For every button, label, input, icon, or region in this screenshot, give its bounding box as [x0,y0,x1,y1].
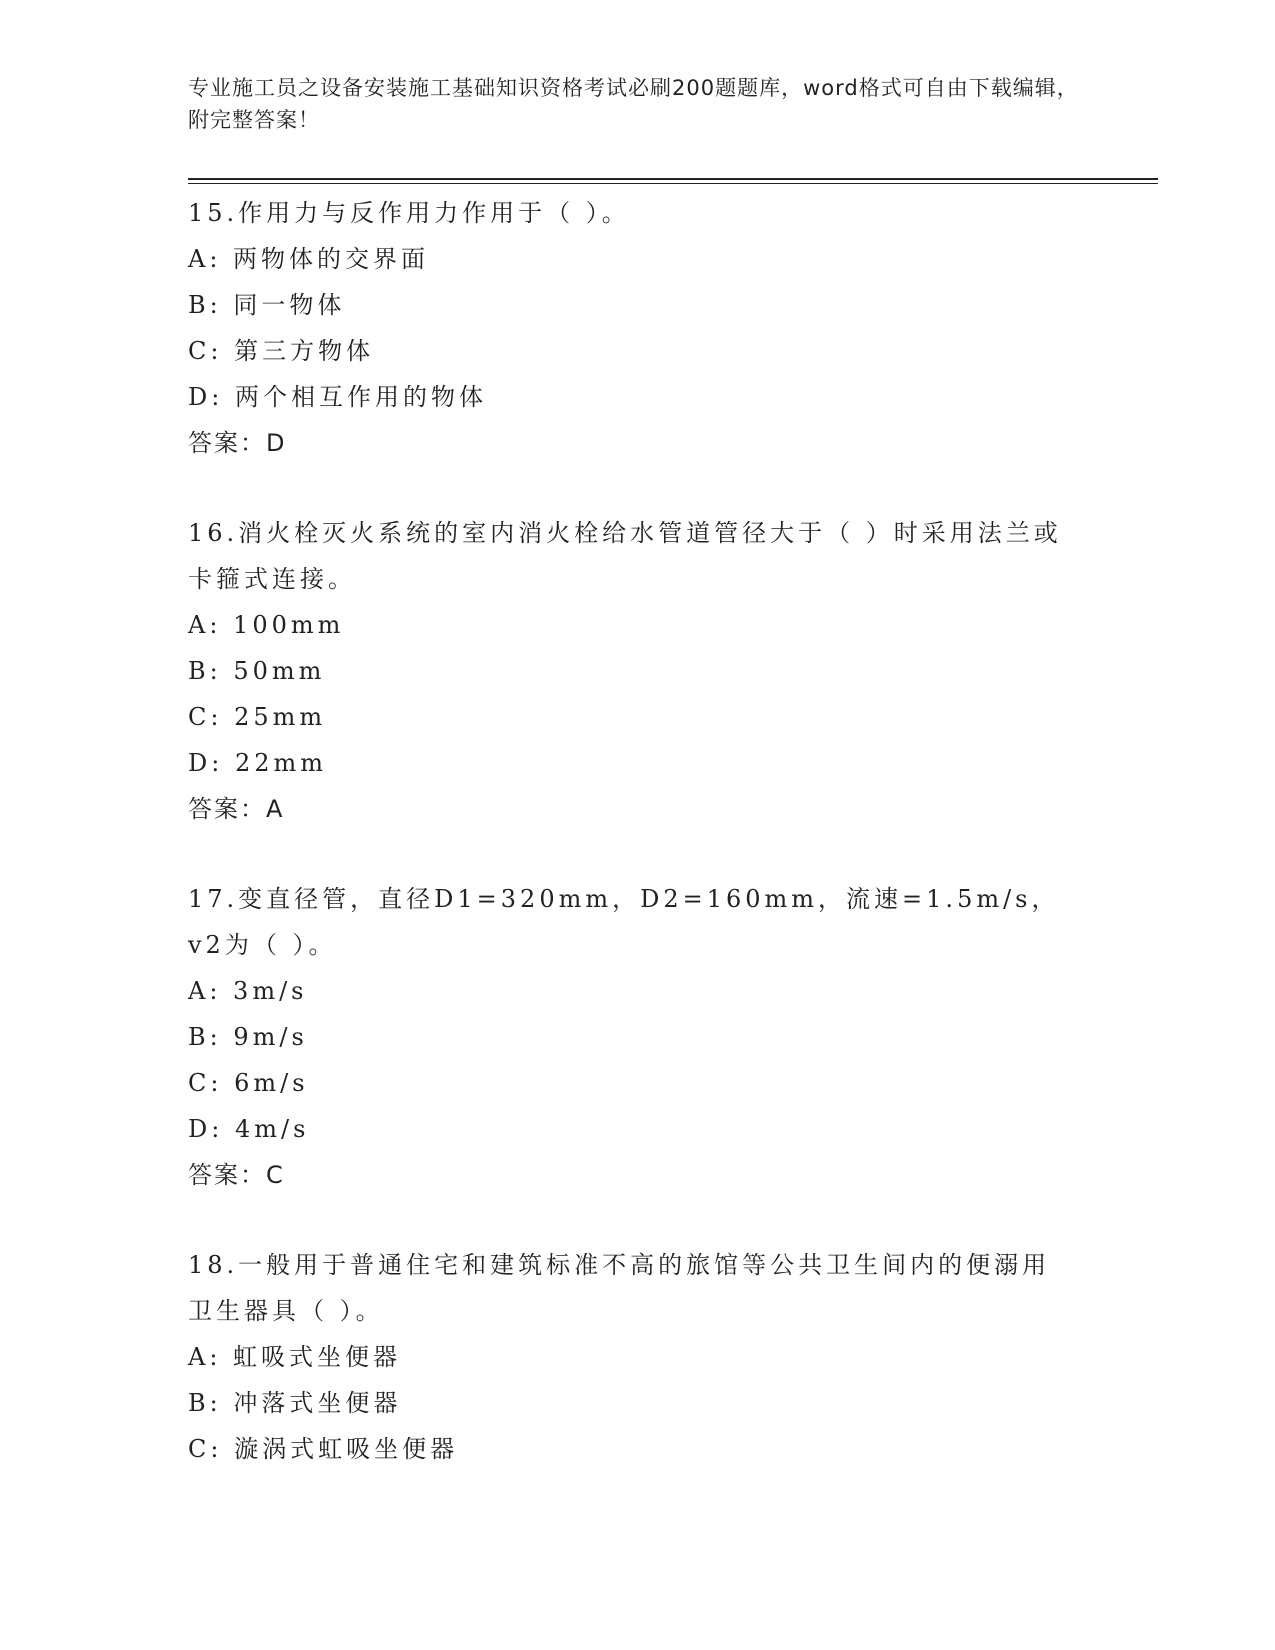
option-c: C: 第三方物体 [188,337,375,365]
answer: 答案：C [188,1161,285,1189]
option-c: C: 25mm [188,703,327,731]
option-b: B: 冲落式坐便器 [188,1389,402,1417]
header-divider-thick [188,178,1158,180]
question-stem: 18.一般用于普通住宅和建筑标准不高的旅馆等公共卫生间内的便溺用卫生器具（ ）。 [188,1251,1051,1325]
option-d: D: 4m/s [188,1115,310,1143]
answer: 答案：A [188,795,285,823]
header-divider-thin [188,183,1158,184]
option-a: A: 100mm [188,611,345,639]
option-b: B: 同一物体 [188,291,346,319]
option-c: C: 6m/s [188,1069,309,1097]
option-b: B: 50mm [188,657,326,685]
option-d: D: 22mm [188,749,328,777]
question-stem: 15.作用力与反作用力作用于（ ）。 [188,199,630,227]
question-18 [188,1242,1068,1472]
question-16 [188,510,1068,832]
answer: 答案：D [188,429,287,457]
question-list [188,190,1068,1516]
option-a: A: 两物体的交界面 [188,245,430,273]
question-15 [188,190,1068,466]
option-b: B: 9m/s [188,1023,308,1051]
option-c: C: 漩涡式虹吸坐便器 [188,1435,459,1463]
question-stem: 17.变直径管，直径D1=320mm，D2=160mm，流速=1.5m/s，v2为（ ）。 [188,885,1060,959]
option-a: A: 3m/s [188,977,308,1005]
option-d: D: 两个相互作用的物体 [188,383,487,411]
document-header: 专业施工员之设备安装施工基础知识资格考试必刷200题题库，word格式可自由下载编辑，附完整答案！ [188,76,1079,132]
question-stem: 16.消火栓灭火系统的室内消火栓给水管道管径大于（ ）时采用法兰或卡箍式连接。 [188,519,1062,593]
question-17 [188,876,1068,1198]
option-a: A: 虹吸式坐便器 [188,1343,402,1371]
